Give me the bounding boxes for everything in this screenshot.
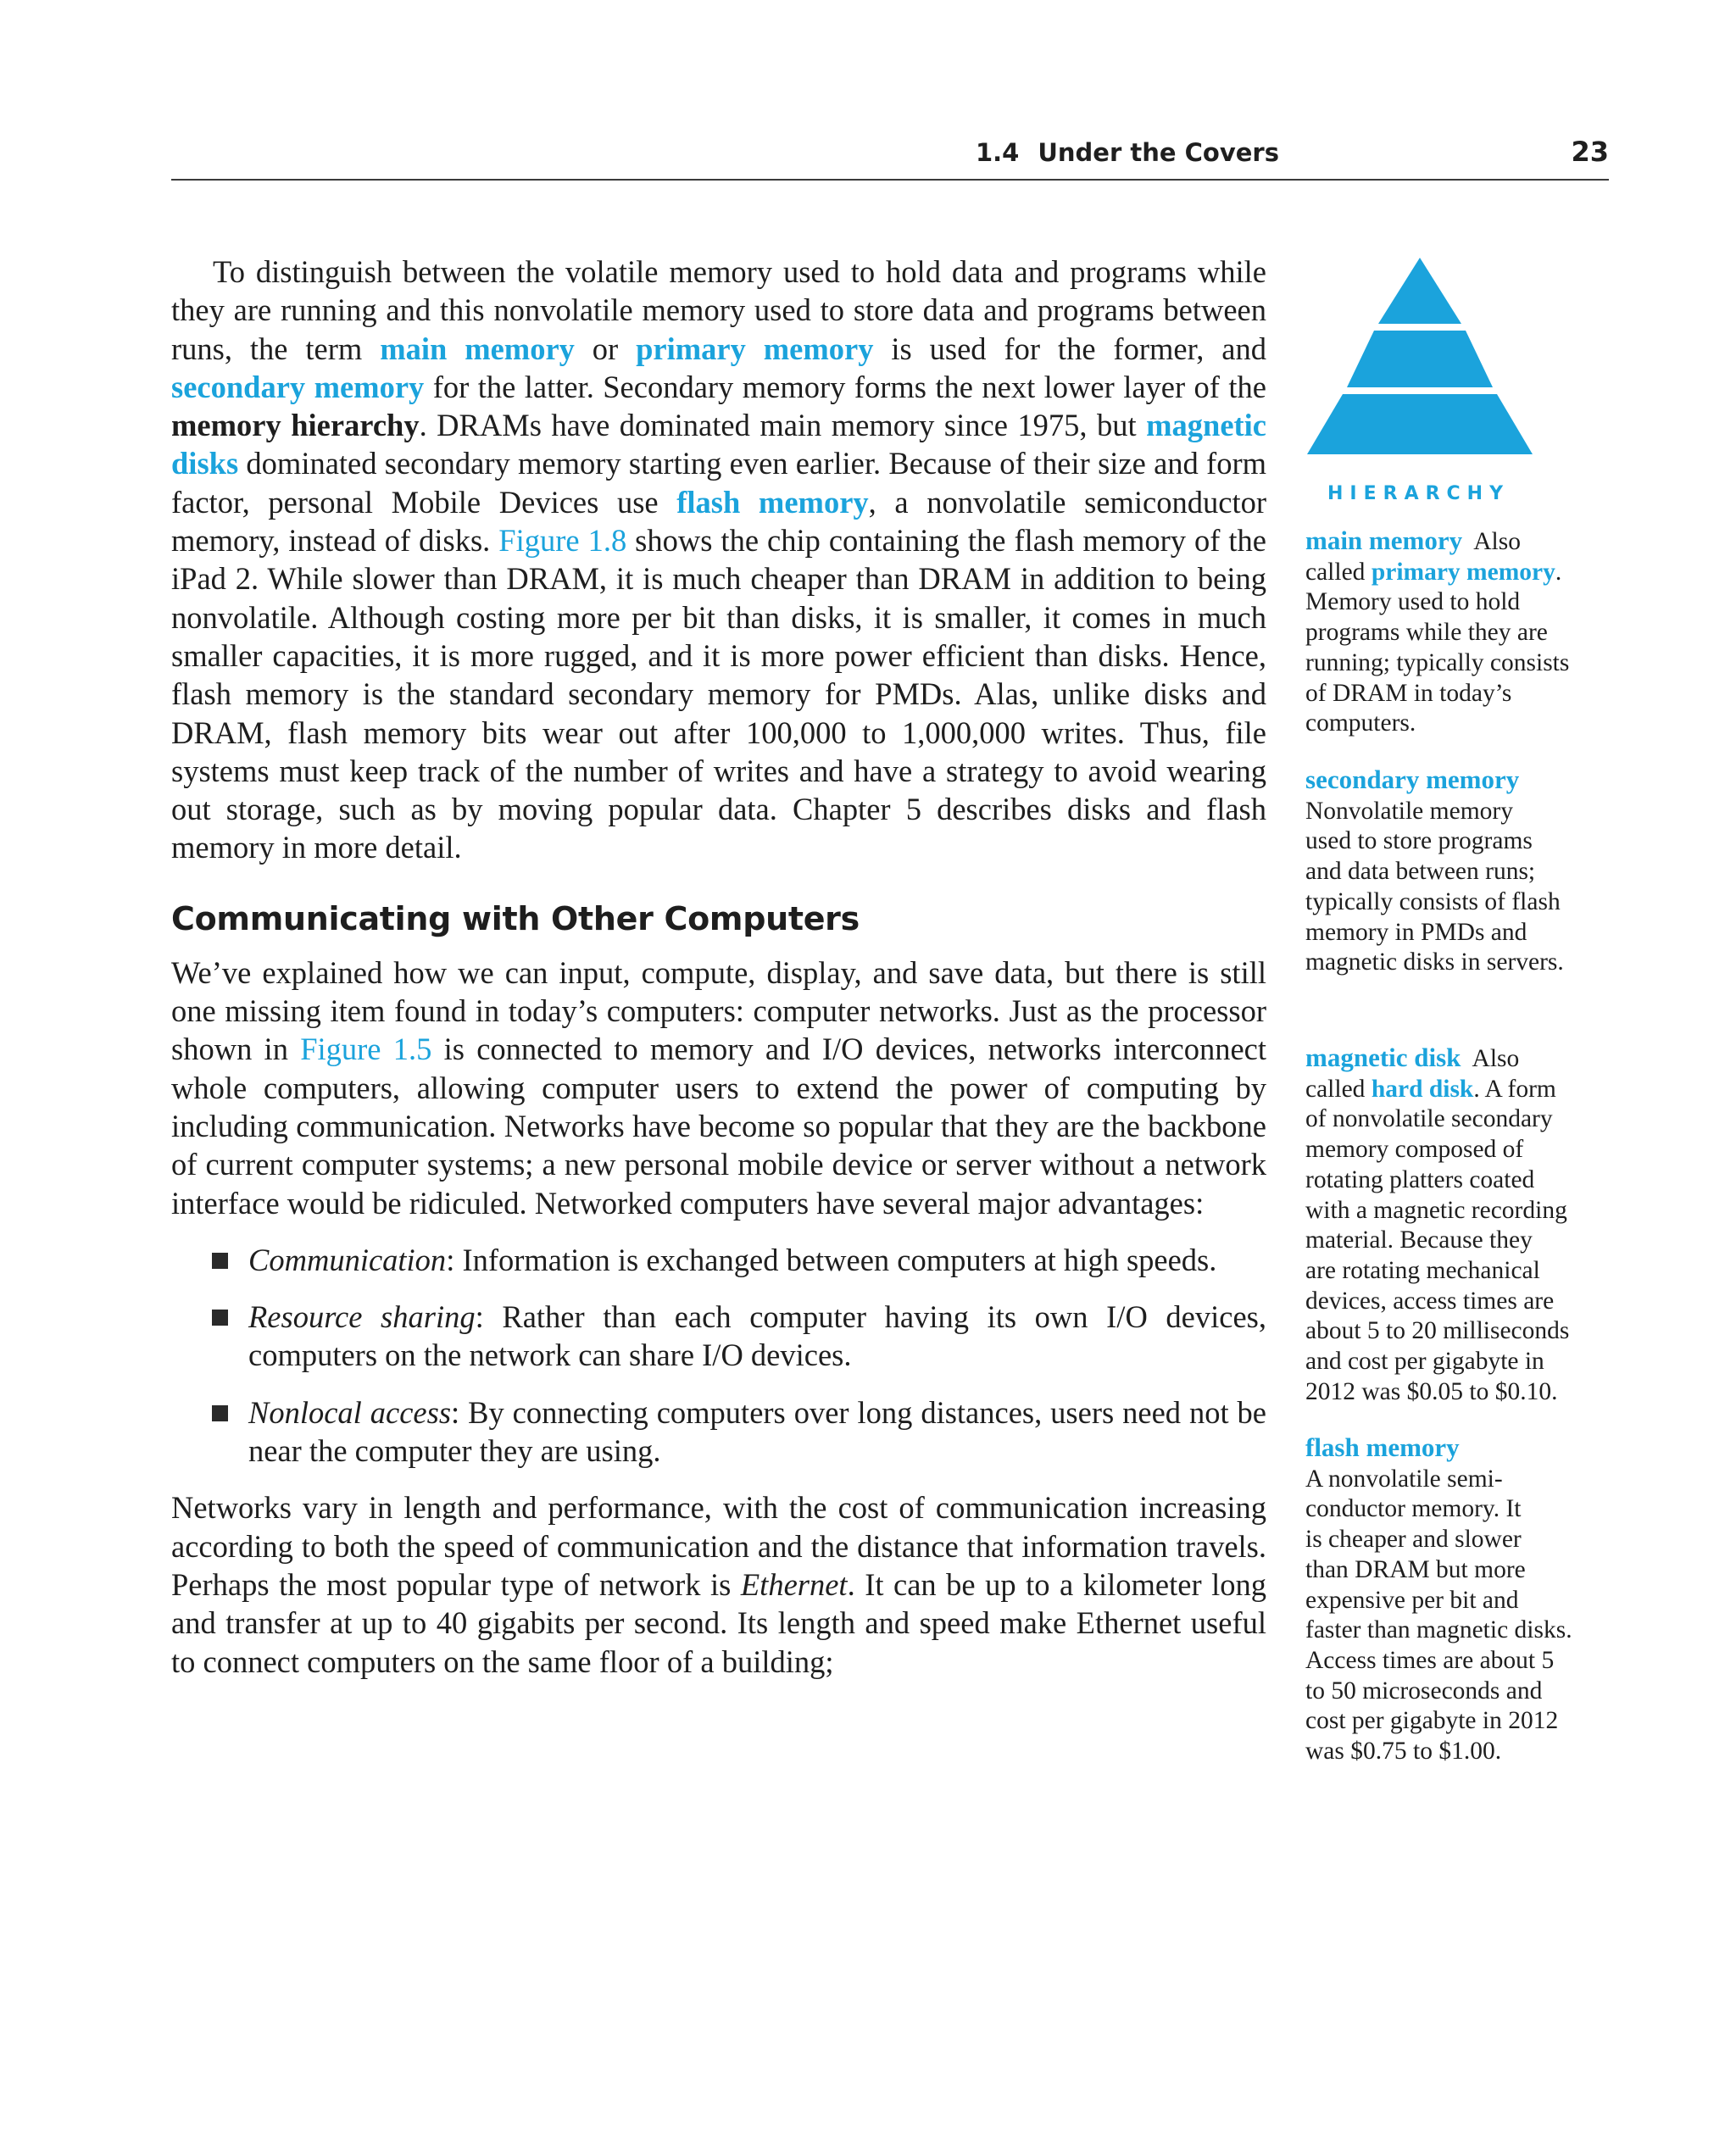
italic-ethernet: Ethernet xyxy=(740,1566,848,1602)
glossary-line xyxy=(1305,526,1619,558)
glossary-term: magnetic disk xyxy=(1305,1043,1461,1072)
glossary-line: running; typically consists xyxy=(1305,648,1570,676)
glossary-line: with a magnetic recording xyxy=(1305,1196,1567,1224)
list-item xyxy=(171,1298,1266,1375)
list-item-term: Resource sharing xyxy=(248,1299,476,1335)
glossary-line: rotating platters coated xyxy=(1305,1165,1535,1193)
page-number: 23 xyxy=(1571,136,1609,168)
glossary-term: flash memory xyxy=(1305,1432,1460,1462)
glossary-line: was $0.75 to $1.00. xyxy=(1305,1738,1502,1766)
section-number: 1.4 xyxy=(975,138,1020,167)
glossary-inline-term: hard disk xyxy=(1371,1075,1474,1103)
glossary-term: secondary memory xyxy=(1305,765,1520,794)
list-item-text: : Information is exchanged between computers at high speeds. xyxy=(446,1242,1217,1277)
list-item-text: : By connecting computers over long distances, users need not be near the computer they are using. xyxy=(248,1394,1266,1469)
glossary-line: material. Because they xyxy=(1305,1226,1533,1254)
glossary-line: devices, access times are xyxy=(1305,1287,1555,1315)
glossary-secondary-memory xyxy=(1305,765,1619,978)
glossary-line: expensive per bit and xyxy=(1305,1586,1519,1614)
section-title: Under the Covers xyxy=(1038,138,1279,167)
keyword-magnetic-disks: magnetic disks xyxy=(171,408,1267,481)
section-heading: Communicating with Other Computers xyxy=(171,899,860,937)
glossary-line: faster than magnetic disks. xyxy=(1305,1616,1572,1644)
list-item xyxy=(171,1393,1266,1471)
text-run: called xyxy=(1305,1075,1372,1103)
glossary-line: Memory used to hold xyxy=(1305,588,1521,616)
glossary-term: main memory xyxy=(1305,526,1463,555)
square-bullet-icon xyxy=(212,1253,228,1269)
header-rule xyxy=(171,179,1609,181)
glossary-line: A nonvolatile semi- xyxy=(1305,1465,1503,1493)
glossary-inline-term: primary memory xyxy=(1371,558,1555,586)
glossary-line: magnetic disks in servers. xyxy=(1305,948,1564,976)
advantages-list xyxy=(171,1241,1266,1470)
text-run: dominated secondary memory starting even earlier. Because of their size and form factor, personal Mobile Devices use xyxy=(171,446,1266,520)
glossary-line: programs while they are xyxy=(1305,619,1548,647)
glossary-line: about 5 to 20 milliseconds xyxy=(1305,1317,1570,1345)
glossary-main-memory xyxy=(1305,526,1619,739)
text-run: . xyxy=(1555,558,1562,586)
text-run: or xyxy=(574,331,637,366)
glossary-line: of DRAM in today’s xyxy=(1305,679,1512,707)
paragraph-memory xyxy=(171,253,1266,867)
text-run: Also xyxy=(1461,1045,1520,1072)
glossary-line xyxy=(1305,1075,1619,1105)
glossary-line: than DRAM but more xyxy=(1305,1555,1526,1583)
glossary-line: typically consists of flash xyxy=(1305,887,1561,915)
glossary-line: computers. xyxy=(1305,709,1416,737)
glossary-line: to 50 microseconds and xyxy=(1305,1677,1543,1704)
pyramid-top-tier xyxy=(1378,258,1461,324)
list-item-term: Communication xyxy=(248,1242,447,1277)
glossary-line: conductor memory. It xyxy=(1305,1495,1522,1523)
text-run: To distinguish between the volatile memory used to hold data and programs while they are running and this nonvolatile memory used to store data and programs between runs, the term xyxy=(171,254,1266,366)
paragraph-networks xyxy=(171,954,1266,1222)
text-run: Networks vary in length and performance, with the cost of communication increasing according to both the speed of communication and the distance that information travels. Perhaps the most popular type of network is xyxy=(171,1490,1266,1602)
glossary-line xyxy=(1305,558,1619,588)
pyramid-bottom-tier xyxy=(1307,394,1533,454)
keyword-flash-memory: flash memory xyxy=(676,484,869,520)
glossary-flash-memory xyxy=(1305,1432,1619,1767)
glossary-line: and data between runs; xyxy=(1305,858,1536,886)
glossary-line: Access times are about 5 xyxy=(1305,1646,1555,1674)
list-item-text: : Rather than each computer having its own I/O devices, computers on the network can share I/O devices. xyxy=(248,1299,1266,1373)
glossary-magnetic-disk xyxy=(1305,1043,1619,1407)
hierarchy-pyramid-icon xyxy=(1305,254,1534,458)
glossary-line: 2012 was $0.05 to $0.10. xyxy=(1305,1377,1558,1405)
list-item xyxy=(171,1241,1266,1279)
glossary-line: cost per gigabyte in 2012 xyxy=(1305,1707,1559,1735)
glossary-line: of nonvolatile secondary xyxy=(1305,1105,1553,1133)
text-run: is used for the former, and xyxy=(873,331,1267,366)
text-run: . It can be up to a kilometer long and transfer at up to 40 gigabits per second. Its length and speed make Ethernet useful to connect computers on the same floor of a building; xyxy=(171,1566,1266,1679)
glossary-line: Nonvolatile memory xyxy=(1305,797,1513,825)
figure-reference-1-5[interactable]: Figure 1.5 xyxy=(300,1032,432,1067)
glossary-line xyxy=(1305,1432,1619,1465)
list-item-term: Nonlocal access xyxy=(248,1394,452,1430)
figure-reference-1-8[interactable]: Figure 1.8 xyxy=(498,523,627,559)
text-run: Also xyxy=(1462,528,1521,555)
text-run: for the latter. Secondary memory forms the next lower layer of the xyxy=(424,369,1266,404)
square-bullet-icon xyxy=(212,1405,228,1421)
section-label xyxy=(976,138,1279,167)
glossary-line: memory in PMDs and xyxy=(1305,918,1527,946)
text-run: , a nonvolatile semiconductor memory, instead of disks. xyxy=(171,484,1266,559)
glossary-line xyxy=(1305,765,1619,797)
glossary-line xyxy=(1305,1043,1619,1075)
paragraph-ethernet xyxy=(171,1488,1266,1680)
glossary-line: are rotating mechanical xyxy=(1305,1256,1540,1284)
running-header xyxy=(171,131,1609,172)
text-run: . DRAMs have dominated main memory since 1975, but xyxy=(419,408,1147,443)
pyramid-middle-tier xyxy=(1347,331,1493,387)
keyword-primary-memory: primary memory xyxy=(636,331,874,366)
hierarchy-label: HIERARCHY xyxy=(1327,483,1511,504)
text-run: . A form xyxy=(1473,1075,1556,1103)
text-run: shows the chip containing the flash memory of the iPad 2. While slower than DRAM, it is much cheaper than DRAM in addition to being nonvolatile. Although costing more per bit than disks, it is smaller, it comes in much smaller capacities, it is more rugged, and it is more power efficient than disks. Hence, flash memory is the standard secondary memory for PMDs. Alas, unlike disks and DRAM, flash memory bits wear out after 100,000 to 1,000,000 writes. Thus, file systems must keep track of the number of writes and have a strategy to avoid wearing out storage, such as by moving popular data. Chapter 5 describes disks and flash memory in more detail. xyxy=(171,523,1267,865)
text-run: is connected to memory and I/O devices, networks interconnect whole computers, allowing computer users to extend the power of computing by including communication. Networks have become so popular that they are the backbone of current computer systems; a new personal mobile device or server without a network interface would be ridiculed. Networked computers have several major advantages: xyxy=(171,1032,1266,1221)
main-column xyxy=(171,253,1266,1681)
square-bullet-icon xyxy=(212,1310,228,1326)
glossary-line: used to store programs xyxy=(1305,827,1533,855)
keyword-secondary-memory: secondary memory xyxy=(171,369,425,404)
glossary-line: memory composed of xyxy=(1305,1136,1524,1164)
keyword-main-memory: main memory xyxy=(380,331,575,366)
glossary-line: and cost per gigabyte in xyxy=(1305,1348,1544,1376)
text-run: We’ve explained how we can input, compute, display, and save data, but there is still one missing item found in today’s computers: computer networks. Just as the processor shown in xyxy=(171,954,1266,1067)
bold-memory-hierarchy: memory hierarchy xyxy=(171,408,420,443)
glossary-line: is cheaper and slower xyxy=(1305,1526,1522,1554)
text-run: called xyxy=(1305,558,1372,586)
